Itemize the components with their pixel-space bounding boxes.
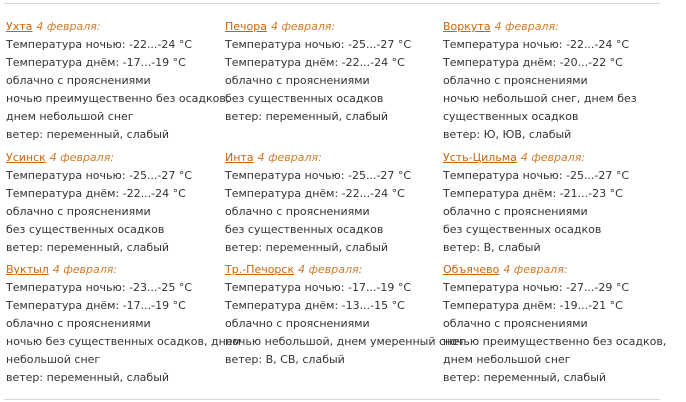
cloudiness: облачно с прояснениями <box>443 74 588 87</box>
wind: ветер: Ю, ЮВ, слабый <box>443 128 572 141</box>
city-link[interactable]: Ухта <box>6 20 33 33</box>
night-temp: Температура ночью: -22...-24 °C <box>443 38 630 51</box>
wind: ветер: переменный, слабый <box>225 241 389 254</box>
night-temp: Температура ночью: -25...-27 °C <box>225 38 412 51</box>
precipitation-cont: днем небольшой снег <box>6 110 134 123</box>
wind: ветер: В, слабый <box>443 241 541 254</box>
cloudiness: облачно с прояснениями <box>225 205 370 218</box>
wind: ветер: переменный, слабый <box>225 110 389 123</box>
precipitation: ночью небольшой снег, днем без <box>443 92 637 105</box>
day-temp: Температура днём: -22...-24 °C <box>225 56 405 69</box>
city-link[interactable]: Воркута <box>443 20 491 33</box>
precipitation-cont: днем небольшой снег <box>443 353 571 366</box>
precipitation: ночью преимущественно без осадков, <box>6 92 230 105</box>
cloudiness: облачно с прояснениями <box>225 317 370 330</box>
city-link[interactable]: Печора <box>225 20 267 33</box>
city-block-tr-pechorsk <box>225 261 465 369</box>
city-link[interactable]: Тр.-Печорск <box>225 263 295 276</box>
precipitation-cont: существенных осадков <box>443 110 579 123</box>
precipitation: без существенных осадков <box>6 223 165 236</box>
cloudiness: облачно с прояснениями <box>443 317 588 330</box>
cloudiness: облачно с прояснениями <box>225 74 370 87</box>
wind: ветер: переменный, слабый <box>6 371 170 384</box>
precipitation: без существенных осадков <box>225 92 384 105</box>
day-temp: Температура днём: -21...-23 °C <box>443 187 623 200</box>
precipitation: ночью преимущественно без осадков, <box>443 335 667 348</box>
date-label: 4 февраля: <box>494 20 559 33</box>
night-temp: Температура ночью: -22...-24 °C <box>6 38 193 51</box>
cloudiness: облачно с прояснениями <box>6 205 151 218</box>
city-link[interactable]: Объячево <box>443 263 500 276</box>
precipitation: без существенных осадков <box>443 223 602 236</box>
day-temp: Температура днём: -19...-21 °C <box>443 299 623 312</box>
night-temp: Температура ночью: -25...-27 °C <box>225 169 412 182</box>
city-link[interactable]: Усть-Цильма <box>443 151 517 164</box>
top-divider <box>4 3 660 4</box>
cloudiness: облачно с прояснениями <box>6 317 151 330</box>
city-link[interactable]: Усинск <box>6 151 46 164</box>
day-temp: Температура днём: -22...-24 °C <box>225 187 405 200</box>
precipitation: ночью небольшой, днем умеренный снег <box>225 335 465 348</box>
precipitation-cont: небольшой снег <box>6 353 101 366</box>
city-block-obyachevo <box>443 261 667 387</box>
cloudiness: облачно с прояснениями <box>6 74 151 87</box>
date-label: 4 февраля: <box>271 20 336 33</box>
wind: ветер: переменный, слабый <box>6 241 170 254</box>
night-temp: Температура ночью: -27...-29 °C <box>443 281 630 294</box>
city-block-vuktyl <box>6 261 241 387</box>
date-label: 4 февраля: <box>503 263 568 276</box>
day-temp: Температура днём: -17...-19 °C <box>6 56 186 69</box>
bottom-divider <box>4 399 660 400</box>
date-label: 4 февраля: <box>36 20 101 33</box>
night-temp: Температура ночью: -25...-27 °C <box>6 169 193 182</box>
day-temp: Температура днём: -22...-24 °C <box>6 187 186 200</box>
date-label: 4 февраля: <box>257 151 322 164</box>
precipitation: без существенных осадков <box>225 223 384 236</box>
wind: ветер: переменный, слабый <box>6 128 170 141</box>
city-block-ust-tsilma <box>443 149 661 257</box>
date-label: 4 февраля: <box>520 151 586 164</box>
day-temp: Температура днём: -20...-22 °C <box>443 56 623 69</box>
cloudiness: облачно с прояснениями <box>443 205 588 218</box>
night-temp: Температура ночью: -17...-19 °C <box>225 281 412 294</box>
night-temp: Температура ночью: -25...-27 °C <box>443 169 630 182</box>
city-block-usinsk <box>6 149 224 257</box>
day-temp: Температура днём: -17...-19 °C <box>6 299 186 312</box>
night-temp: Температура ночью: -23...-25 °C <box>6 281 193 294</box>
date-label: 4 февраля: <box>52 263 118 276</box>
city-block-pechora <box>225 18 443 126</box>
day-temp: Температура днём: -13...-15 °C <box>225 299 405 312</box>
date-label: 4 февраля: <box>298 263 363 276</box>
wind: ветер: В, СВ, слабый <box>225 353 345 366</box>
city-block-ukhta <box>6 18 230 144</box>
city-link[interactable]: Вуктыл <box>6 263 49 276</box>
wind: ветер: переменный, слабый <box>443 371 607 384</box>
precipitation: ночью без существенных осадков, днем <box>6 335 241 348</box>
city-block-vorkuta <box>443 18 661 144</box>
city-link[interactable]: Инта <box>225 151 254 164</box>
city-block-inta <box>225 149 443 257</box>
date-label: 4 февраля: <box>49 151 115 164</box>
